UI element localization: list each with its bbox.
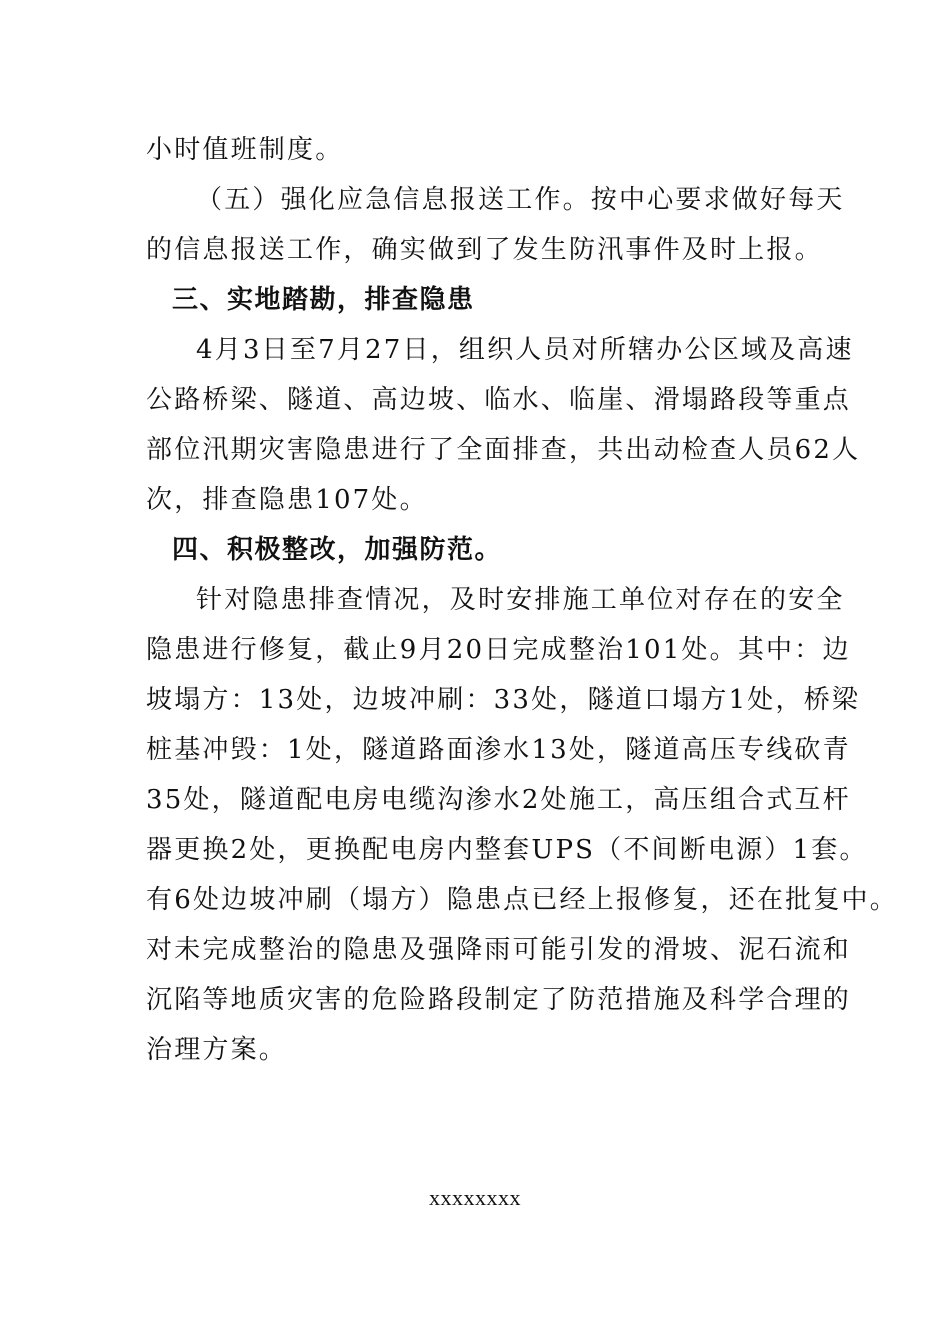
body-line: 部位汛期灾害隐患进行了全面排查，共出动检查人员62人 — [146, 435, 861, 465]
body-line: 的信息报送工作，确实做到了发生防汛事件及时上报。 — [146, 235, 823, 265]
page-footer: xxxxxxxx — [429, 1185, 521, 1210]
paragraph-start-line: （五）强化应急信息报送工作。按中心要求做好每天 — [196, 185, 845, 215]
body-line: 对未完成整治的隐患及强降雨可能引发的滑坡、泥石流和 — [146, 935, 852, 965]
body-line: 小时值班制度。 — [146, 135, 344, 165]
body-line: 35处，隧道配电房电缆沟渗水2处施工，高压组合式互杆 — [146, 785, 851, 815]
body-line: 沉陷等地质灾害的危险路段制定了防范措施及科学合理的 — [146, 985, 852, 1015]
body-line: 器更换2处，更换配电房内整套UPS（不间断电源）1套。 — [146, 835, 868, 865]
body-line: 公路桥梁、隧道、高边坡、临水、临崖、滑塌路段等重点 — [146, 385, 852, 415]
body-line: 有6处边坡冲刷（塌方）隐患点已经上报修复，还在批复中。 — [146, 885, 898, 915]
body-line: 隐患进行修复，截止9月20日完成整治101处。其中：边 — [146, 635, 851, 665]
body-line: 桩基冲毁：1处，隧道路面渗水13处，隧道高压专线砍青 — [146, 735, 851, 765]
section-heading-3: 三、实地踏勘，排查隐患 — [172, 285, 475, 315]
body-line: 次，排查隐患107处。 — [146, 485, 428, 515]
paragraph-start-line: 针对隐患排查情况，及时安排施工单位对存在的安全 — [196, 585, 845, 615]
section-heading-4: 四、积极整改，加强防范。 — [172, 535, 503, 565]
body-line: 坡塌方：13处，边坡冲刷：33处，隧道口塌方1处，桥梁 — [146, 685, 861, 715]
body-line: 治理方案。 — [146, 1035, 288, 1065]
paragraph-start-line: 4月3日至7月27日，组织人员对所辖办公区域及高速 — [196, 335, 854, 365]
